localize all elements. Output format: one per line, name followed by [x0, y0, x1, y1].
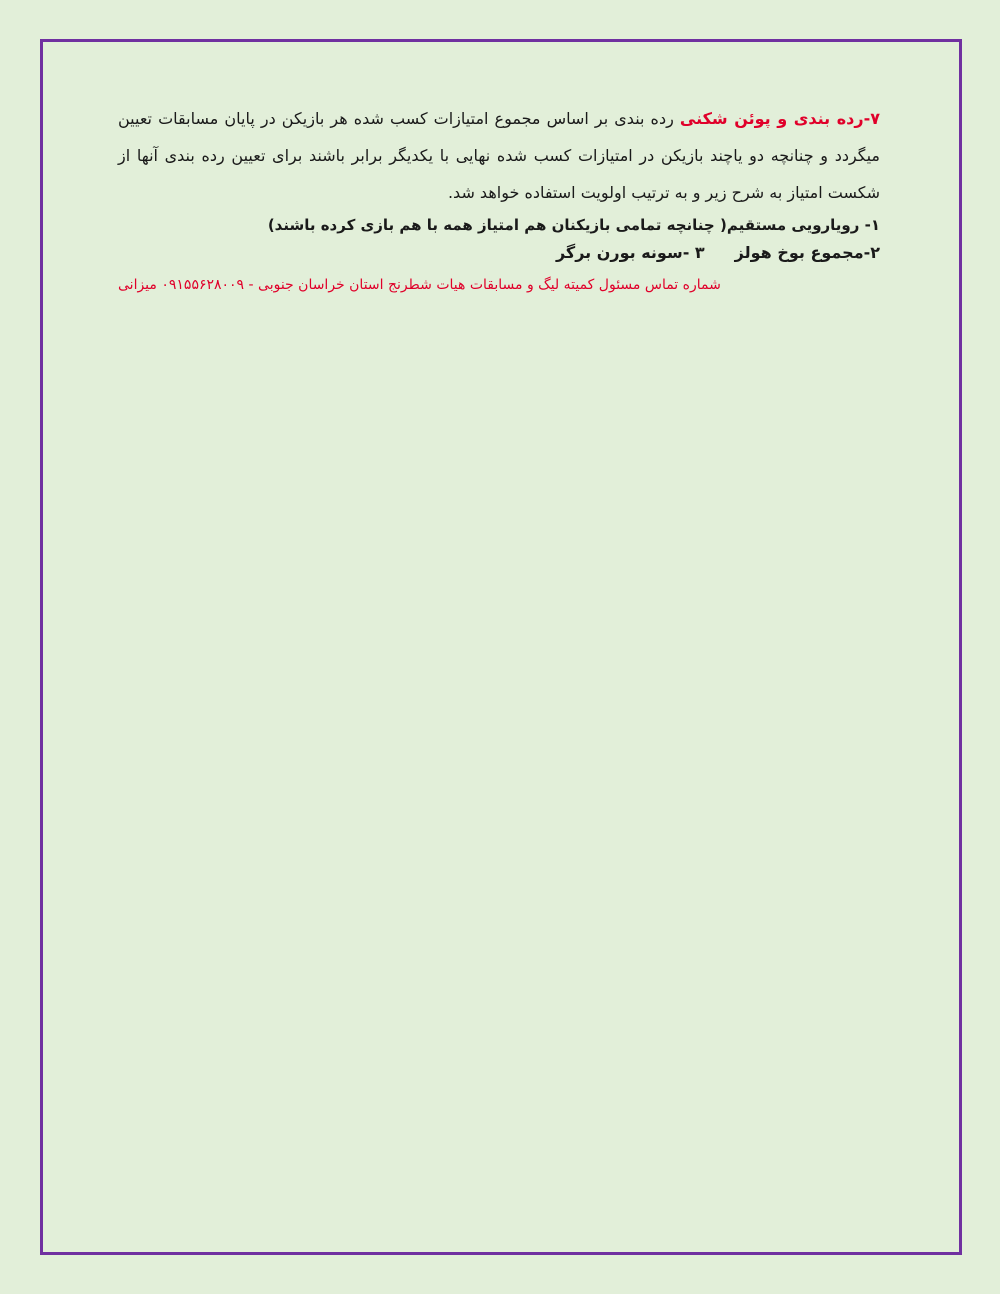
criterion-sonneborn-berger: ۳ -سونه بورن برگر: [555, 243, 705, 262]
contact-info: شماره تماس مسئول کمیته لیگ و مسابقات هیات شطرنج استان خراسان جنوبی - ۰۹۱۵۵۶۲۸۰۰۹ میزانی: [118, 277, 721, 293]
criterion-head-to-head: ۱- رویارویی مستقیم( چنانچه تمامی بازیکنان هم امتیاز همه با هم بازی کرده باشند): [267, 216, 880, 234]
criterion-buchholz: ۲-مجموع بوخ هولز: [734, 243, 880, 262]
ranking-paragraph: [118, 100, 880, 211]
document-content: [118, 100, 880, 297]
section-body: رده بندی بر اساس مجموع امتیازات کسب شده هر بازیکن در پایان مسابقات تعیین میگردد و چنانچه دو یاچند بازیکن در امتیازات کسب شده نهایی با یکدیگر برابر باشند برای تعیین رده بندی آنها از شکست امتیاز به شرح زیر و به ترتیب اولویت استفاده خواهد شد.: [118, 109, 880, 202]
criteria-line: [118, 239, 880, 267]
section-heading: ۷-رده بندی و پوئن شکنی: [679, 109, 880, 128]
